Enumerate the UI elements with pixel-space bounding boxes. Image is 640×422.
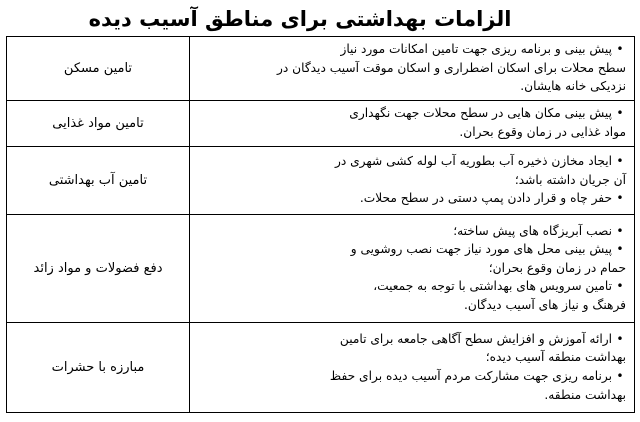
requirements-table — [6, 36, 635, 413]
line-text: حمام در زمان وقوع بحران؛ — [488, 260, 626, 275]
line-text: ایجاد مخازن ذخیره آب بطوریه آب لوله کشی شهری در — [334, 154, 612, 169]
row-topic: تامین مواد غذایی — [7, 101, 190, 147]
description-line — [204, 189, 626, 208]
bullet-icon: • — [616, 42, 624, 57]
table-row — [7, 323, 635, 413]
line-text: آن جریان داشته باشد؛ — [514, 172, 626, 187]
row-topic: تامین مسکن — [7, 37, 190, 101]
description-line — [204, 104, 626, 123]
line-text: تامین سرویس های بهداشتی با توجه به جمعیت، — [373, 279, 612, 294]
description-line — [204, 171, 626, 190]
line-text: پیش بینی مکان هایی در سطح محلات جهت نگهداری — [349, 106, 612, 121]
line-text: فرهنگ و نیاز های آسیب دیدگان. — [464, 297, 626, 312]
line-text: بهداشت منطقه آسیب دیده؛ — [485, 350, 626, 365]
table-row — [7, 101, 635, 147]
line-text: نصب آبریزگاه های پیش ساخته؛ — [453, 223, 612, 238]
line-text: مواد غذایی در زمان وقوع بحران. — [459, 125, 626, 139]
row-description — [190, 101, 635, 147]
description-line — [204, 259, 626, 278]
bullet-icon: • — [616, 331, 624, 346]
description-line — [204, 59, 626, 78]
line-text: بهداشت منطقه. — [544, 387, 626, 402]
description-line — [204, 240, 626, 259]
line-text: ارائه آموزش و افزایش سطح آگاهی جامعه برای تامین — [339, 331, 612, 346]
row-topic: تامین آب بهداشتی — [7, 147, 190, 215]
description-line — [204, 296, 626, 315]
bullet-icon: • — [616, 279, 624, 294]
description-line — [204, 348, 626, 367]
bullet-icon: • — [616, 191, 624, 206]
line-text: برنامه ریزی جهت مشارکت مردم آسیب دیده برای حفظ — [329, 369, 612, 383]
bullet-icon: • — [616, 106, 624, 121]
row-description — [190, 37, 635, 101]
description-line — [204, 40, 626, 59]
description-line — [204, 222, 626, 241]
description-line — [204, 123, 626, 142]
bullet-icon: • — [616, 242, 624, 257]
row-description — [190, 215, 635, 323]
table-row — [7, 215, 635, 323]
line-text: سطح محلات برای اسکان اضطراری و اسکان موقت آسیب دیدگان در — [277, 60, 626, 75]
row-topic: مبارزه با حشرات — [7, 323, 190, 413]
bullet-icon: • — [616, 154, 624, 169]
description-line — [204, 277, 626, 296]
description-line — [204, 77, 626, 96]
row-description — [190, 323, 635, 413]
bullet-icon: • — [616, 223, 624, 238]
description-line — [204, 386, 626, 405]
page-title: الزامات بهداشتی برای مناطق آسیب دیده — [88, 7, 512, 31]
line-text: پیش بینی و برنامه ریزی جهت تامین امکانات مورد نیاز — [340, 42, 612, 57]
row-topic: دفع فضولات و مواد زائد — [7, 215, 190, 323]
description-line — [204, 152, 626, 171]
description-line — [204, 330, 626, 349]
table-row — [7, 37, 635, 101]
line-text: پیش بینی محل های مورد نیاز جهت نصب روشویی و — [350, 242, 612, 257]
row-description — [190, 147, 635, 215]
bullet-icon: • — [616, 369, 624, 383]
line-text: حفر چاه و قرار دادن پمپ دستی در سطح محلات. — [359, 191, 612, 206]
requirements-table-body — [7, 37, 635, 413]
description-line — [204, 367, 626, 386]
table-row — [7, 147, 635, 215]
line-text: نزدیکی خانه هایشان. — [520, 79, 626, 94]
